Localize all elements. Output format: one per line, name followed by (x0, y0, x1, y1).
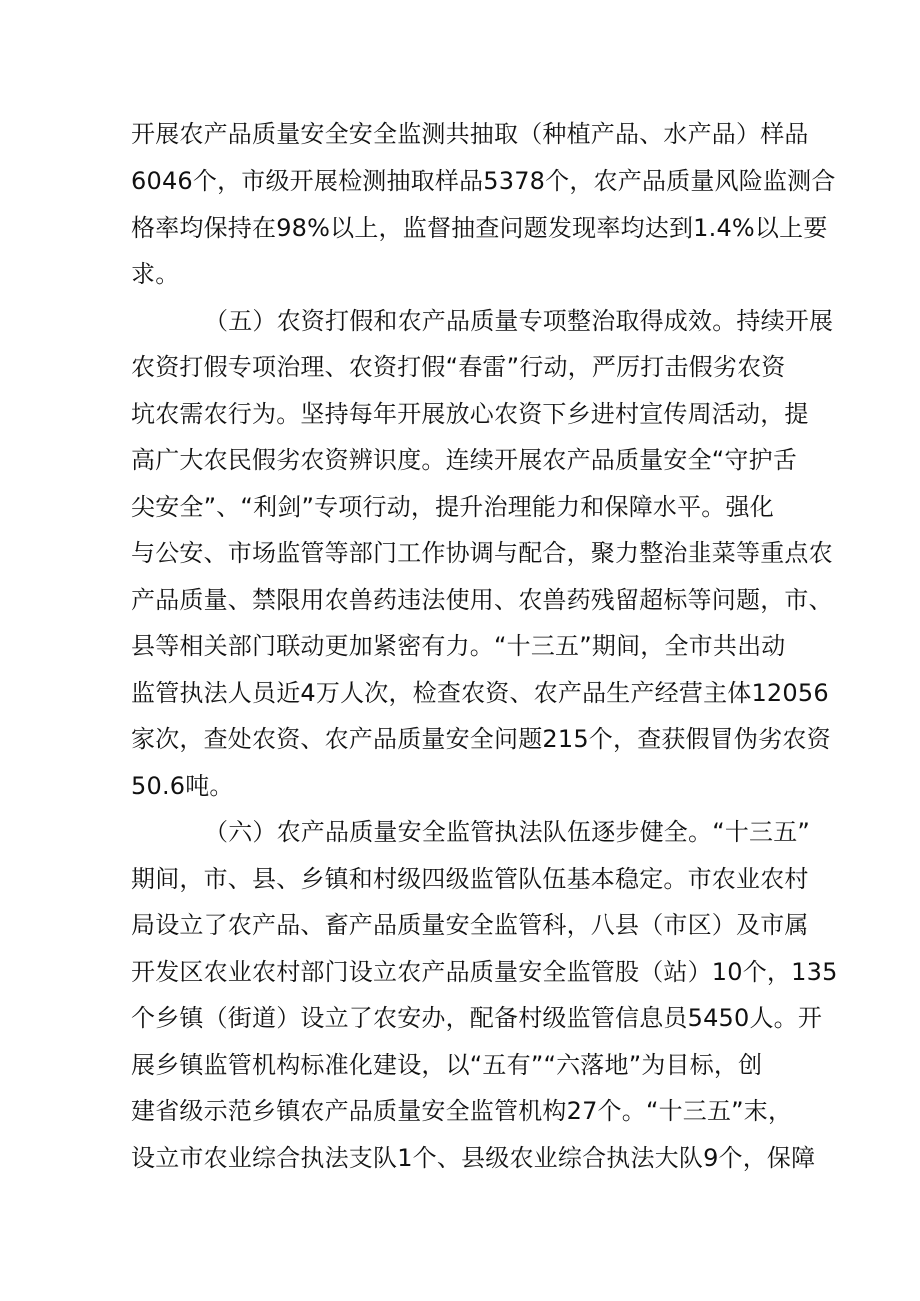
text-line: 个乡镇（街道）设立了农安办，配备村级监管信息员5450人。开 (131, 1004, 823, 1032)
text-line: 高广大农民假劣农资辨识度。连续开展农产品质量安全“守护舌 (131, 446, 798, 474)
text-line: 监管执法人员近4万人次，检查农资、农产品生产经营主体12056 (131, 679, 829, 707)
text-line: 设立市农业综合执法支队1个、县级农业综合执法大队9个，保障 (131, 1144, 816, 1172)
text-line: 坑农需农行为。坚持每年开展放心农资下乡进村宣传周活动，提 (131, 400, 809, 428)
text-line: 县等相关部门联动更加紧密有力。“十三五”期间，全市共出动 (131, 632, 786, 660)
text-line: 农资打假专项治理、农资打假“春雷”行动，严厉打击假劣农资 (131, 353, 786, 381)
text-line: 开发区农业农村部门设立农产品质量安全监管股（站）10个，135 (131, 958, 838, 986)
text-line: 期间，市、县、乡镇和村级四级监管队伍基本稳定。市农业农村 (131, 865, 809, 893)
text-line: 与公安、市场监管等部门工作协调与配合，聚力整治韭菜等重点农 (131, 539, 833, 567)
text-line: 尖安全”、“利剑”专项行动，提升治理能力和保障水平。强化 (131, 493, 774, 521)
paragraph-first-line: （五）农资打假和农产品质量专项整治取得成效。持续开展 (204, 307, 834, 335)
text-line: 50.6吨。 (131, 772, 234, 800)
text-line: 展乡镇监管机构标准化建设，以“五有”“六落地”为目标，创 (131, 1051, 763, 1079)
text-line: 产品质量、禁限用农兽药违法使用、农兽药残留超标等问题，市、 (131, 586, 833, 614)
paragraph-first-line: （六）农产品质量安全监管执法队伍逐步健全。“十三五” (204, 818, 811, 846)
text-line: 求。 (131, 260, 180, 288)
text-line: 局设立了农产品、畜产品质量安全监管科，八县（市区）及市属 (131, 911, 809, 939)
text-line: 建省级示范乡镇农产品质量安全监管机构27个。“十三五”末， (131, 1097, 793, 1125)
text-line: 家次，查处农资、农产品质量安全问题215个，查获假冒伪劣农资 (131, 725, 831, 753)
text-line: 6046个，市级开展检测抽取样品5378个，农产品质量风险监测合 (131, 167, 836, 195)
text-line: 格率均保持在98%以上，监督抽查问题发现率均达到1.4%以上要 (131, 214, 828, 242)
text-line: 开展农产品质量安全安全监测共抽取（种植产品、水产品）样品 (131, 120, 809, 148)
